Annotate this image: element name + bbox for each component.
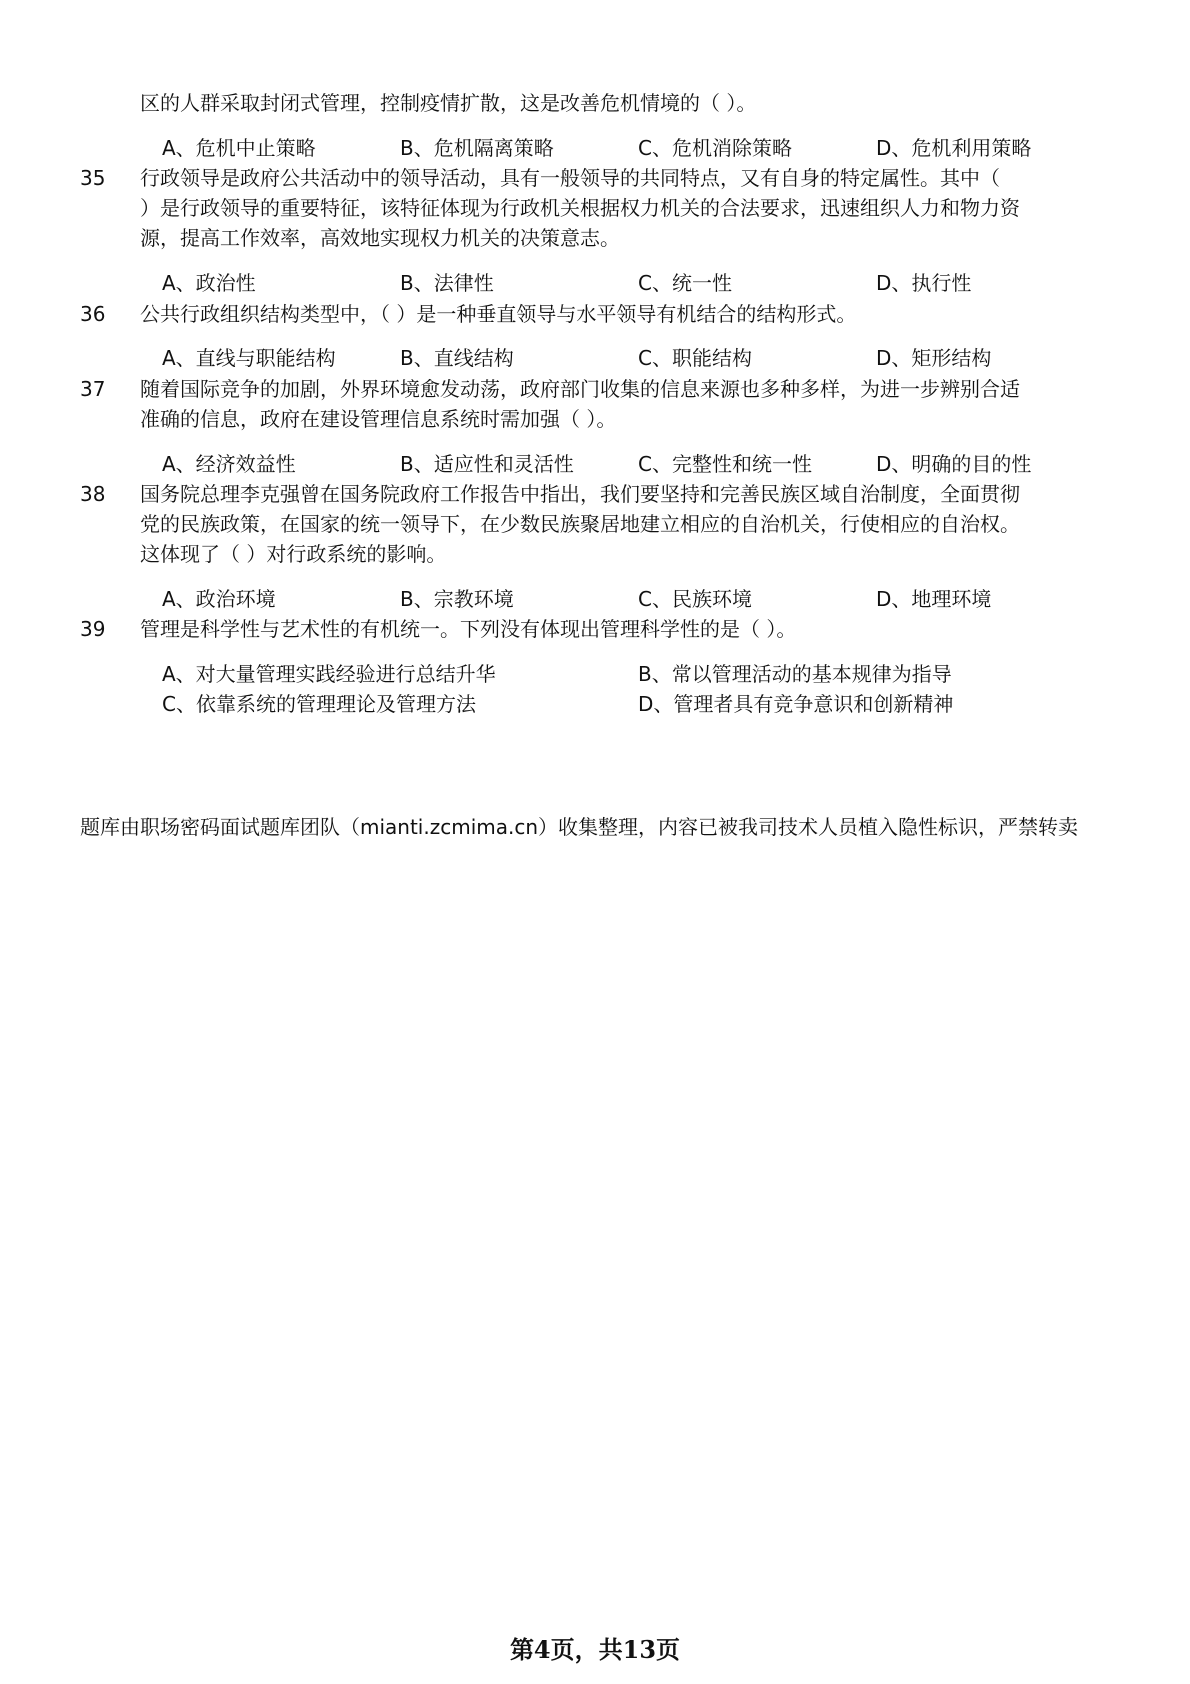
question-36-option-d: D、矩形结构 bbox=[876, 346, 992, 370]
question-34-option-a: A、危机中止策略 bbox=[162, 136, 316, 160]
question-38-option-d: D、地理环境 bbox=[876, 587, 992, 611]
question-34-text-line: 区的人群采取封闭式管理，控制疫情扩散，这是改善危机情境的（ ）。 bbox=[140, 91, 757, 115]
question-38-text-line: 党的民族政策，在国家的统一领导下，在少数民族聚居地建立相应的自治机关，行使相应的自治权。 bbox=[140, 512, 1020, 536]
question-38-option-a: A、政治环境 bbox=[162, 587, 276, 611]
question-number: 37 bbox=[80, 377, 106, 401]
question-35-option-c: C、统一性 bbox=[638, 271, 732, 295]
question-37-option-c: C、完整性和统一性 bbox=[638, 452, 812, 476]
question-38-text-line: 国务院总理李克强曾在国务院政府工作报告中指出，我们要坚持和完善民族区域自治制度，全面贯彻 bbox=[140, 482, 1020, 506]
question-34-option-d: D、危机利用策略 bbox=[876, 136, 1032, 160]
question-36-option-b: B、直线结构 bbox=[400, 346, 514, 370]
question-38-option-c: C、民族环境 bbox=[638, 587, 752, 611]
question-35-option-a: A、政治性 bbox=[162, 271, 256, 295]
question-number: 35 bbox=[80, 166, 106, 190]
question-number: 39 bbox=[80, 617, 106, 641]
question-37-text-line: 随着国际竞争的加剧，外界环境愈发动荡，政府部门收集的信息来源也多种多样，为进一步辨别合适 bbox=[140, 377, 1020, 401]
question-37-option-b: B、适应性和灵活性 bbox=[400, 452, 574, 476]
question-35-text-line: 源，提高工作效率，高效地实现权力机关的决策意志。 bbox=[140, 226, 620, 250]
question-39-option-b: B、常以管理活动的基本规律为指导 bbox=[638, 662, 952, 686]
question-34-option-c: C、危机消除策略 bbox=[638, 136, 792, 160]
question-36-option-c: C、职能结构 bbox=[638, 346, 752, 370]
copyright-notice: 题库由职场密码面试题库团队（mianti.zcmima.cn）收集整理，内容已被我司技术人员植入隐性标识，严禁转卖 bbox=[80, 815, 1079, 839]
page-number: 第4页，共13页 bbox=[509, 1635, 681, 1664]
question-37-text-line: 准确的信息，政府在建设管理信息系统时需加强（ ）。 bbox=[140, 407, 617, 431]
question-number: 38 bbox=[80, 482, 106, 506]
question-38-option-b: B、宗教环境 bbox=[400, 587, 514, 611]
question-38-text-line: 这体现了（ ）对行政系统的影响。 bbox=[140, 542, 447, 566]
question-39-option-a: A、对大量管理实践经验进行总结升华 bbox=[162, 662, 496, 686]
question-39-option-d: D、管理者具有竞争意识和创新精神 bbox=[638, 692, 954, 716]
question-39-option-c: C、依靠系统的管理理论及管理方法 bbox=[162, 692, 476, 716]
question-35-option-b: B、法律性 bbox=[400, 271, 494, 295]
question-35-text-line: ）是行政领导的重要特征，该特征体现为行政机关根据权力机关的合法要求，迅速组织人力和物力资 bbox=[140, 196, 1020, 220]
question-36-option-a: A、直线与职能结构 bbox=[162, 346, 336, 370]
question-37-option-a: A、经济效益性 bbox=[162, 452, 296, 476]
question-37-option-d: D、明确的目的性 bbox=[876, 452, 1032, 476]
question-35-option-d: D、执行性 bbox=[876, 271, 972, 295]
question-36-text-line: 公共行政组织结构类型中，（ ）是一种垂直领导与水平领导有机结合的结构形式。 bbox=[140, 302, 857, 326]
question-34-option-b: B、危机隔离策略 bbox=[400, 136, 554, 160]
question-39-text-line: 管理是科学性与艺术性的有机统一。下列没有体现出管理科学性的是（ ）。 bbox=[140, 617, 797, 641]
question-35-text-line: 行政领导是政府公共活动中的领导活动，具有一般领导的共同特点，又有自身的特定属性。其中（ bbox=[140, 166, 1000, 190]
question-number: 36 bbox=[80, 302, 106, 326]
